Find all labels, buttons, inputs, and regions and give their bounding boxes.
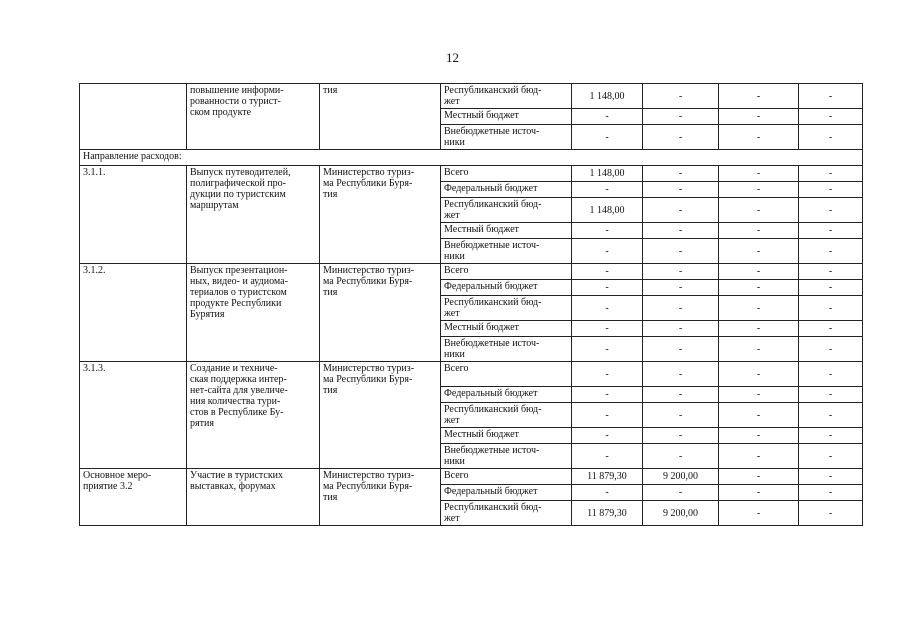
amount-year-3: - <box>719 387 799 403</box>
amount-year-3: - <box>719 109 799 125</box>
funding-source: Федеральный бюджет <box>441 280 572 296</box>
responsible-executor: Министерство туриз- ма Республики Буря- тия <box>320 469 441 526</box>
amount-year-4: - <box>799 337 863 362</box>
funding-source: Федеральный бюджет <box>441 485 572 501</box>
activity-number: 3.1.1. <box>80 166 187 264</box>
funding-source: Местный бюджет <box>441 321 572 337</box>
funding-source: Всего <box>441 166 572 182</box>
amount-year-4: - <box>799 223 863 239</box>
page-number: 12 <box>446 50 459 65</box>
section-label: Направление расходов: <box>80 150 863 166</box>
amount-year-3: - <box>719 321 799 337</box>
amount-year-4: - <box>799 501 863 526</box>
amount-year-1: 11 879,30 <box>572 469 643 485</box>
table-row <box>80 469 863 485</box>
funding-source: Республиканский бюд- жет <box>441 501 572 526</box>
funding-source: Республиканский бюд- жет <box>441 198 572 223</box>
amount-year-2: - <box>643 296 719 321</box>
amount-year-3: - <box>719 182 799 198</box>
funding-source: Республиканский бюд- жет <box>441 296 572 321</box>
amount-year-1: - <box>572 362 643 387</box>
amount-year-1: 11 879,30 <box>572 501 643 526</box>
amount-year-2: - <box>643 444 719 469</box>
amount-year-4: - <box>799 198 863 223</box>
amount-year-2: - <box>643 403 719 428</box>
amount-year-4: - <box>799 182 863 198</box>
funding-source: Всего <box>441 362 572 387</box>
amount-year-4: - <box>799 485 863 501</box>
amount-year-2: - <box>643 84 719 109</box>
amount-year-2: - <box>643 428 719 444</box>
amount-year-4: - <box>799 125 863 150</box>
amount-year-1: - <box>572 125 643 150</box>
table-row <box>80 166 863 182</box>
activity-number: 3.1.2. <box>80 264 187 362</box>
amount-year-2: - <box>643 198 719 223</box>
amount-year-3: - <box>719 198 799 223</box>
amount-year-4: - <box>799 296 863 321</box>
activity-name: Создание и техниче- ская поддержка интер- нет-сайта для увеличе- ния количества тури- стов в Республике Бу- рятия <box>187 362 320 469</box>
amount-year-4: - <box>799 109 863 125</box>
amount-year-1: - <box>572 444 643 469</box>
section-row <box>80 150 863 166</box>
amount-year-1: 1 148,00 <box>572 166 643 182</box>
amount-year-4: - <box>799 403 863 428</box>
amount-year-4: - <box>799 239 863 264</box>
amount-year-4: - <box>799 387 863 403</box>
amount-year-1: - <box>572 403 643 428</box>
amount-year-2: - <box>643 223 719 239</box>
amount-year-3: - <box>719 403 799 428</box>
funding-source: Внебюджетные источ- ники <box>441 239 572 264</box>
amount-year-4: - <box>799 321 863 337</box>
amount-year-4: - <box>799 469 863 485</box>
amount-year-1: - <box>572 428 643 444</box>
amount-year-1: - <box>572 109 643 125</box>
activity-name: Выпуск путеводителей, полиграфической про- дукции по туристским маршрутам <box>187 166 320 264</box>
activity-name: Участие в туристских выставках, форумах <box>187 469 320 526</box>
amount-year-4: - <box>799 280 863 296</box>
funding-source: Федеральный бюджет <box>441 387 572 403</box>
amount-year-3: - <box>719 485 799 501</box>
amount-year-3: - <box>719 125 799 150</box>
amount-year-2: - <box>643 280 719 296</box>
amount-year-4: - <box>799 444 863 469</box>
activity-name: повышение информи- рованности о турист- ском продукте <box>187 84 320 150</box>
table-row <box>80 264 863 280</box>
amount-year-4: - <box>799 84 863 109</box>
amount-year-3: - <box>719 362 799 387</box>
amount-year-3: - <box>719 280 799 296</box>
responsible-executor: Министерство туриз- ма Республики Буря- тия <box>320 362 441 469</box>
amount-year-2: - <box>643 166 719 182</box>
amount-year-4: - <box>799 166 863 182</box>
amount-year-1: - <box>572 337 643 362</box>
amount-year-3: - <box>719 84 799 109</box>
amount-year-1: 1 148,00 <box>572 198 643 223</box>
amount-year-3: - <box>719 444 799 469</box>
budget-table <box>79 83 863 526</box>
amount-year-2: 9 200,00 <box>643 469 719 485</box>
amount-year-3: - <box>719 223 799 239</box>
funding-source: Всего <box>441 469 572 485</box>
amount-year-1: - <box>572 321 643 337</box>
activity-number: Основное меро- приятие 3.2 <box>80 469 187 526</box>
funding-source: Всего <box>441 264 572 280</box>
amount-year-2: - <box>643 362 719 387</box>
amount-year-3: - <box>719 264 799 280</box>
funding-source: Местный бюджет <box>441 223 572 239</box>
amount-year-3: - <box>719 239 799 264</box>
amount-year-1: - <box>572 182 643 198</box>
amount-year-1: - <box>572 223 643 239</box>
amount-year-3: - <box>719 501 799 526</box>
amount-year-2: 9 200,00 <box>643 501 719 526</box>
amount-year-4: - <box>799 362 863 387</box>
amount-year-1: - <box>572 239 643 264</box>
amount-year-4: - <box>799 428 863 444</box>
funding-source: Внебюджетные источ- ники <box>441 125 572 150</box>
funding-source: Республиканский бюд- жет <box>441 84 572 109</box>
funding-source: Федеральный бюджет <box>441 182 572 198</box>
funding-source: Внебюджетные источ- ники <box>441 444 572 469</box>
amount-year-3: - <box>719 428 799 444</box>
amount-year-1: - <box>572 296 643 321</box>
amount-year-2: - <box>643 125 719 150</box>
amount-year-3: - <box>719 296 799 321</box>
amount-year-4: - <box>799 264 863 280</box>
amount-year-3: - <box>719 469 799 485</box>
amount-year-2: - <box>643 239 719 264</box>
activity-number <box>80 84 187 150</box>
amount-year-2: - <box>643 264 719 280</box>
amount-year-3: - <box>719 166 799 182</box>
table-row <box>80 84 863 109</box>
amount-year-3: - <box>719 337 799 362</box>
amount-year-1: 1 148,00 <box>572 84 643 109</box>
amount-year-2: - <box>643 337 719 362</box>
amount-year-2: - <box>643 321 719 337</box>
funding-source: Местный бюджет <box>441 109 572 125</box>
amount-year-2: - <box>643 485 719 501</box>
amount-year-1: - <box>572 485 643 501</box>
responsible-executor: тия <box>320 84 441 150</box>
funding-source: Республиканский бюд- жет <box>441 403 572 428</box>
funding-source: Внебюджетные источ- ники <box>441 337 572 362</box>
table-row <box>80 362 863 387</box>
table-body <box>80 84 863 526</box>
amount-year-1: - <box>572 264 643 280</box>
amount-year-1: - <box>572 387 643 403</box>
amount-year-1: - <box>572 280 643 296</box>
activity-number: 3.1.3. <box>80 362 187 469</box>
amount-year-2: - <box>643 182 719 198</box>
amount-year-2: - <box>643 109 719 125</box>
amount-year-2: - <box>643 387 719 403</box>
funding-source: Местный бюджет <box>441 428 572 444</box>
responsible-executor: Министерство туриз- ма Республики Буря- тия <box>320 166 441 264</box>
activity-name: Выпуск презентацион- ных, видео- и аудиома- териалов о туристском продукте Республики Бурятия <box>187 264 320 362</box>
responsible-executor: Министерство туриз- ма Республики Буря- тия <box>320 264 441 362</box>
